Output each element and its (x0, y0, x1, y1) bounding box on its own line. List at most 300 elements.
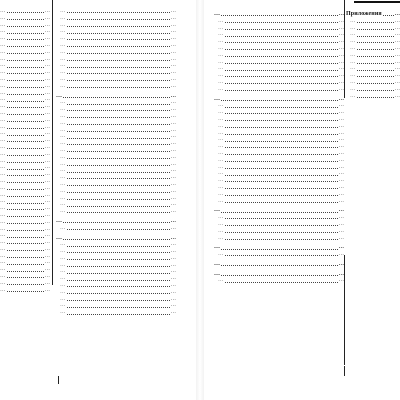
toc-entry-title: … (350, 85, 356, 92)
dot-leader (67, 172, 170, 173)
toc-entry (0, 198, 50, 205)
toc-page-number: … (338, 51, 344, 58)
toc-entry-title: … (56, 217, 63, 224)
dot-leader (7, 53, 44, 54)
toc-page-number: … (170, 146, 176, 153)
toc-page-number: … (170, 14, 176, 21)
dot-leader (225, 154, 338, 155)
toc-page-number: … (394, 38, 400, 45)
toc-entry-title: … (0, 218, 6, 225)
dot-leader (7, 107, 44, 108)
toc-page-number: … (170, 69, 176, 76)
toc-entry (56, 127, 176, 134)
toc-entry-title: … (0, 157, 6, 164)
toc-entry-title: … (0, 89, 6, 96)
toc-page-number: … (44, 245, 50, 252)
toc-page-number: … (170, 254, 176, 261)
toc-page-number: … (338, 85, 344, 92)
toc-entry-title: … (218, 277, 224, 284)
toc-entry-title: … (350, 24, 356, 31)
dot-leader (63, 239, 170, 240)
toc-entry-title: … (0, 137, 6, 144)
toc-entry-title: … (60, 119, 66, 126)
toc-entry-title: … (0, 82, 6, 89)
toc-entry (56, 133, 176, 140)
toc-entry (56, 15, 176, 22)
dot-leader (7, 26, 44, 27)
toc-page-number: … (170, 302, 176, 309)
toc-entry (346, 52, 400, 59)
toc-page-number: … (394, 78, 400, 85)
toc-entry (214, 164, 344, 171)
dot-leader (225, 56, 338, 57)
dot-leader (67, 110, 170, 111)
toc-page-number: … (44, 75, 50, 82)
toc-page-number: … (338, 220, 344, 227)
toc-entry (0, 83, 50, 90)
toc-entry (0, 178, 50, 185)
toc-page-number: … (44, 28, 50, 35)
toc-entry-title: … (0, 273, 6, 280)
toc-entry (56, 161, 176, 168)
toc-entry (346, 31, 400, 38)
toc-entry (346, 45, 400, 52)
toc-entry-title: … (0, 28, 6, 35)
toc-entry (56, 225, 176, 232)
dot-leader (357, 63, 394, 64)
toc-entry (0, 42, 50, 49)
toc-page-number: … (394, 85, 400, 92)
dot-leader (7, 243, 44, 244)
toc-entry-title: … (218, 129, 224, 136)
dot-leader (7, 237, 44, 238)
toc-page-number: … (338, 24, 344, 31)
toc-entry (56, 181, 176, 188)
toc-page-number: … (338, 38, 344, 45)
toc-entry (214, 102, 344, 109)
toc-page-number: … (170, 180, 176, 187)
dot-leader (225, 175, 338, 176)
toc-section-heading (214, 244, 344, 251)
toc-entry (0, 117, 50, 124)
dot-leader (225, 76, 338, 77)
toc-entry-title: … (350, 78, 356, 85)
toc-page-number: … (44, 232, 50, 239)
dot-leader (7, 94, 44, 95)
toc-entry-title: … (0, 69, 6, 76)
toc-entry-title: … (218, 17, 224, 24)
toc-page-number: … (170, 21, 176, 28)
toc-entry-title: … (218, 115, 224, 122)
toc-entry (0, 130, 50, 137)
dot-leader (7, 101, 44, 102)
dot-leader (225, 239, 338, 240)
toc-entry (56, 49, 176, 56)
toc-entry-title: … (60, 174, 66, 181)
toc-page-number: … (170, 167, 176, 174)
toc-page-number: … (44, 96, 50, 103)
toc-entry (0, 287, 50, 294)
toc-entry-title: … (0, 252, 6, 259)
toc-entry (56, 120, 176, 127)
toc-entry-title: … (218, 65, 224, 72)
toc-entry (56, 154, 176, 161)
dot-leader (357, 97, 394, 98)
toc-entry-title: … (60, 106, 66, 113)
toc-page-number: … (338, 11, 344, 17)
toc-entry (0, 56, 50, 63)
dot-leader (7, 230, 44, 231)
dot-leader (67, 104, 170, 105)
toc-entry-title: … (60, 241, 66, 248)
dot-leader (67, 307, 170, 308)
toc-entry (56, 83, 176, 90)
toc-entry-title: … (60, 295, 66, 302)
dot-leader (67, 73, 170, 74)
toc-entry (56, 28, 176, 35)
toc-page-number: … (170, 217, 176, 224)
toc-entry-title: … (60, 282, 66, 289)
toc-entry (346, 93, 400, 100)
toc-page-number: … (170, 261, 176, 268)
toc-entry (56, 309, 176, 316)
toc-entry (346, 25, 400, 32)
toc-page-number: … (44, 218, 50, 225)
toc-page-number: … (394, 72, 400, 79)
toc-page-number: … (170, 275, 176, 282)
dot-leader (7, 155, 44, 156)
toc-page-number: … (394, 31, 400, 38)
toc-entry-title: … (218, 220, 224, 227)
toc-entry (0, 15, 50, 22)
toc-entry-title: … (60, 153, 66, 160)
right-page (204, 0, 400, 400)
toc-entry (0, 232, 50, 239)
toc-page-number: … (44, 198, 50, 205)
toc-entry (56, 22, 176, 29)
toc-entry-title: … (0, 35, 6, 42)
toc-entry (214, 130, 344, 137)
toc-entry (214, 31, 344, 38)
toc-page-number: … (44, 171, 50, 178)
toc-entry (0, 35, 50, 42)
toc-page-number: … (44, 157, 50, 164)
dot-leader (7, 33, 44, 34)
toc-entry (0, 259, 50, 266)
toc-entry-title: … (0, 48, 6, 55)
toc-entry (0, 69, 50, 76)
dot-leader (67, 158, 170, 159)
toc-entry (0, 239, 50, 246)
toc-entry-title: … (218, 183, 224, 190)
dot-leader (225, 195, 338, 196)
dot-leader (221, 275, 338, 276)
toc-page-number: … (170, 28, 176, 35)
toc-page-number: … (44, 150, 50, 157)
column-rule (52, 0, 53, 285)
toc-page-number: … (338, 163, 344, 170)
dot-leader (67, 39, 170, 40)
dot-leader (67, 124, 170, 125)
toc-entry (0, 96, 50, 103)
toc-entry-title: … (0, 239, 6, 246)
dot-leader (225, 120, 338, 121)
dot-leader (67, 67, 170, 68)
toc-entry (214, 86, 344, 93)
toc-page-number: … (170, 288, 176, 295)
dot-leader (225, 225, 338, 226)
toc-page-number: … (170, 248, 176, 255)
toc-entry-title: … (0, 245, 6, 252)
dot-leader (7, 203, 44, 204)
toc-page-number: … (44, 279, 50, 286)
dot-leader (225, 161, 338, 162)
toc-entry (346, 18, 400, 25)
toc-page-number: … (44, 89, 50, 96)
toc-page-number: … (170, 234, 176, 241)
toc-entry (214, 65, 344, 72)
toc-entry-title: … (60, 112, 66, 119)
toc-entry-title: … (350, 38, 356, 45)
dot-leader (225, 49, 338, 50)
toc-entry (0, 246, 50, 253)
toc-entry-title: … (218, 197, 224, 204)
toc-page-number: … (170, 126, 176, 133)
dot-leader (225, 127, 338, 128)
toc-entry-title: … (218, 149, 224, 156)
toc-page-number: … (44, 48, 50, 55)
toc-entry-title: … (218, 85, 224, 92)
toc-page-number: … (338, 122, 344, 129)
dot-leader (225, 113, 338, 114)
toc-entry (56, 8, 176, 15)
dot-leader (357, 49, 394, 50)
toc-page-number: … (338, 214, 344, 221)
toc-entry-title: … (0, 55, 6, 62)
dot-leader (67, 206, 170, 207)
toc-page-number: … (170, 194, 176, 201)
toc-entry-title: … (350, 44, 356, 51)
toc-entry-title: … (218, 72, 224, 79)
toc-entry (214, 116, 344, 123)
toc-entry-title: … (0, 109, 6, 116)
toc-page-number: … (394, 51, 400, 58)
toc-page-number: … (170, 241, 176, 248)
dot-leader (7, 250, 44, 251)
dot-leader (67, 46, 170, 47)
toc-entry (56, 262, 176, 269)
toc-entry (214, 170, 344, 177)
toc-entry (0, 205, 50, 212)
toc-entry (56, 201, 176, 208)
toc-entry (214, 38, 344, 45)
dot-leader (357, 76, 394, 77)
toc-entry-title: … (0, 177, 6, 184)
toc-entry (0, 62, 50, 69)
toc-page-number: … (44, 143, 50, 150)
dot-leader (67, 259, 170, 260)
toc-page-number: … (394, 65, 400, 72)
dot-leader (7, 128, 44, 129)
toc-entry (0, 28, 50, 35)
toc-entry (0, 212, 50, 219)
toc-page-number: … (394, 58, 400, 65)
toc-page-number: … (170, 119, 176, 126)
column-rule (344, 255, 345, 365)
toc-entry (0, 137, 50, 144)
toc-page-number: … (170, 282, 176, 289)
toc-entry (0, 110, 50, 117)
dot-leader (225, 168, 338, 169)
toc-entry (0, 22, 50, 29)
dot-leader (357, 70, 394, 71)
toc-page-number: … (338, 190, 344, 197)
column-rule (344, 366, 345, 376)
toc-entry (56, 289, 176, 296)
toc-page-number: … (338, 149, 344, 156)
dot-leader (225, 42, 338, 43)
toc-entry-title: … (60, 69, 66, 76)
toc-entry (0, 192, 50, 199)
toc-page-number: … (44, 177, 50, 184)
toc-entry-title: … (218, 44, 224, 51)
dot-leader (7, 284, 44, 285)
toc-page-number: … (338, 244, 344, 251)
toc-page-number: … (44, 14, 50, 21)
toc-entry-title: … (60, 99, 66, 106)
toc-entry-title: … (0, 211, 6, 218)
toc-entry (56, 113, 176, 120)
dot-leader (67, 192, 170, 193)
toc-entry (56, 35, 176, 42)
dot-leader (7, 169, 44, 170)
toc-entry-title: … (60, 82, 66, 89)
toc-entry (56, 174, 176, 181)
toc-entry-title: … (218, 38, 224, 45)
toc-page-number: … (394, 44, 400, 51)
toc-page-number: … (338, 65, 344, 72)
toc-page-number: … (338, 183, 344, 190)
toc-entry (214, 157, 344, 164)
toc-page-number: … (170, 92, 176, 99)
toc-entry (214, 72, 344, 79)
dot-leader (225, 147, 338, 148)
toc-entry-title: … (0, 191, 6, 198)
toc-entry (56, 268, 176, 275)
toc-entry (214, 45, 344, 52)
toc-entry (214, 136, 344, 143)
toc-entry-title: … (0, 130, 6, 137)
toc-page-number: … (44, 82, 50, 89)
dot-leader (63, 222, 170, 223)
toc-entry (0, 280, 50, 287)
toc-page-number: … (170, 133, 176, 140)
toc-page-number: … (170, 187, 176, 194)
dot-leader (67, 212, 170, 213)
toc-entry (0, 266, 50, 273)
toc-page-number: … (170, 295, 176, 302)
toc-page-number: … (44, 130, 50, 137)
toc-page-number: … (338, 44, 344, 51)
toc-entry-title: … (214, 11, 221, 17)
toc-page-number: … (170, 41, 176, 48)
column-rule (344, 0, 345, 98)
dot-leader (7, 39, 44, 40)
toc-page-number: … (338, 251, 344, 258)
dot-leader (357, 56, 394, 57)
dot-leader (225, 29, 338, 30)
dot-leader (357, 36, 394, 37)
toc-page-number: … (338, 270, 344, 277)
dot-leader (67, 314, 170, 315)
dot-leader (7, 141, 44, 142)
dot-leader (7, 182, 44, 183)
toc-page-number: … (44, 55, 50, 62)
toc-entry (0, 219, 50, 226)
dot-leader (67, 293, 170, 294)
toc-entry (214, 52, 344, 59)
toc-entry (214, 228, 344, 235)
toc-entry-title: … (0, 171, 6, 178)
toc-entry-title: … (60, 14, 66, 21)
toc-entry-title: … (218, 109, 224, 116)
dot-leader (67, 53, 170, 54)
toc-entry (0, 8, 50, 15)
toc-page-number: … (44, 35, 50, 42)
toc-page-number: … (338, 72, 344, 79)
toc-entry-title: … (0, 266, 6, 273)
toc-section-heading (214, 271, 344, 278)
dot-leader (221, 15, 338, 16)
toc-page-number: … (44, 103, 50, 110)
toc-page-number: … (338, 143, 344, 150)
toc-page-number: … (338, 17, 344, 24)
dot-leader (67, 33, 170, 34)
dot-leader (7, 291, 44, 292)
toc-page-number: … (44, 164, 50, 171)
toc-entry (0, 90, 50, 97)
toc-section-heading (56, 235, 176, 242)
toc-entry-title: … (60, 254, 66, 261)
toc-page-number: … (44, 273, 50, 280)
dot-leader (7, 175, 44, 176)
toc-page-number: … (170, 309, 176, 316)
toc-entry (56, 208, 176, 215)
toc-entry (0, 273, 50, 280)
toc-entry (56, 42, 176, 49)
toc-entry (56, 275, 176, 282)
dot-leader (67, 300, 170, 301)
dot-leader (225, 232, 338, 233)
dot-leader (7, 12, 44, 13)
dot-leader (7, 135, 44, 136)
dot-leader (7, 67, 44, 68)
toc-entry-title: … (218, 24, 224, 31)
toc-entry-title: … (60, 62, 66, 69)
toc-entry-title: … (56, 234, 63, 241)
toc-section-heading (346, 11, 400, 18)
toc-page-number: … (394, 11, 400, 17)
toc-page-number: … (44, 225, 50, 232)
toc-entry (56, 167, 176, 174)
toc-page-number: … (44, 252, 50, 259)
dot-leader (225, 282, 338, 283)
toc-entry-title: … (218, 163, 224, 170)
toc-entry (56, 76, 176, 83)
toc-entry (0, 144, 50, 151)
dot-leader (225, 107, 338, 108)
toc-section-heading (214, 261, 344, 268)
